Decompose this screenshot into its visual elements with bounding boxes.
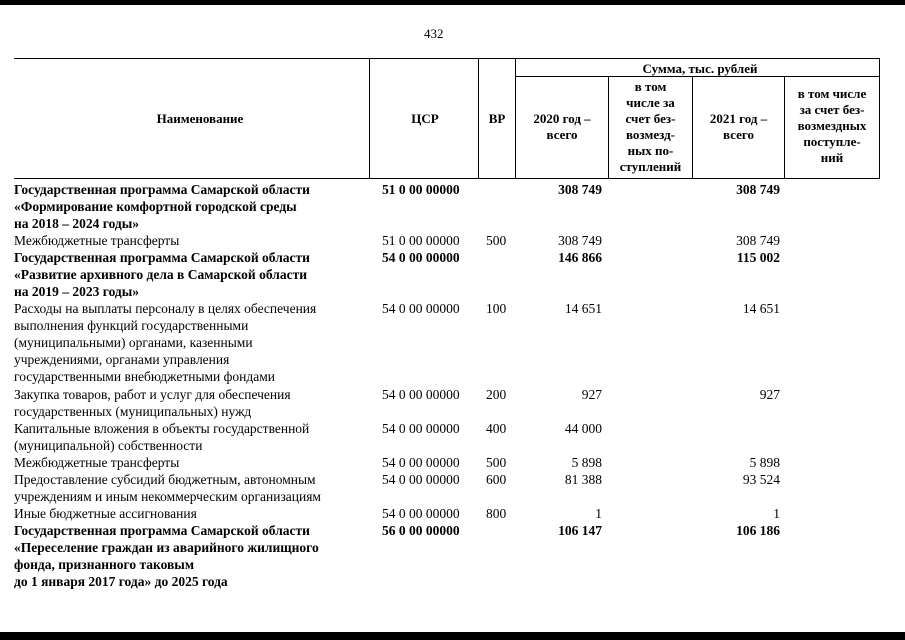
row-2020: 146 866 — [558, 250, 602, 265]
row-2021: 106 186 — [736, 523, 780, 538]
row-name: Межбюджетные трансферты — [14, 233, 180, 248]
col-divider — [784, 76, 785, 179]
row-2020: 106 147 — [558, 523, 602, 538]
row-2021: 308 749 — [736, 182, 780, 197]
row-name: Государственная программа Самарской области «Формирование комфортной городской среды на 2018 – 2024 годы» — [14, 182, 310, 231]
row-2020: 927 — [581, 387, 602, 402]
row-2020: 81 388 — [564, 472, 602, 487]
row-2020: 44 000 — [564, 421, 602, 436]
row-name: Капитальные вложения в объекты государственной (муниципальной) собственности — [14, 421, 310, 453]
row-name: Предоставление субсидий бюджетным, автономным учреждениям и иным некоммерческим организациям — [14, 472, 321, 504]
row-2021: 927 — [759, 387, 780, 402]
row-2021: 14 651 — [742, 301, 780, 316]
row-vr: 800 — [486, 506, 507, 521]
row-name: Межбюджетные трансферты — [14, 455, 180, 470]
row-2020: 5 898 — [571, 455, 602, 470]
header-bottom-line — [14, 178, 880, 179]
header-2020-grants: в том числе за счет без- возмезд- ных по- ступлений — [619, 79, 682, 174]
row-2020: 14 651 — [564, 301, 602, 316]
row-csr: 54 0 00 00000 — [382, 455, 460, 470]
col-divider — [879, 58, 880, 179]
col-divider — [608, 76, 609, 179]
header-2021-grants: в том числе за счет без- возмездных поступле- ний — [797, 86, 867, 165]
row-2021: 93 524 — [742, 472, 780, 487]
row-vr: 400 — [486, 421, 507, 436]
row-csr: 54 0 00 00000 — [382, 506, 460, 521]
row-csr: 54 0 00 00000 — [382, 472, 460, 487]
row-2020: 1 — [595, 506, 602, 521]
top-border — [0, 0, 905, 5]
row-2021: 308 749 — [736, 233, 780, 248]
header-2021-total: 2021 год – всего — [709, 111, 768, 142]
row-2021: 115 002 — [736, 250, 780, 265]
row-csr: 54 0 00 00000 — [382, 250, 460, 265]
header-csr: ЦСР — [411, 111, 439, 126]
header-top-line — [14, 58, 880, 59]
row-name: Иные бюджетные ассигнования — [14, 506, 197, 521]
header-vr: ВР — [488, 111, 506, 126]
row-vr: 500 — [486, 455, 507, 470]
row-vr: 200 — [486, 387, 507, 402]
col-divider — [478, 58, 479, 179]
bottom-border — [0, 632, 905, 640]
header-name: Наименование — [156, 111, 244, 126]
row-name: Государственная программа Самарской области «Переселение граждан из аварийного жилищного фонда, признанного таковым до 1 января 2017 года» до 2025 года — [14, 523, 319, 589]
row-csr: 56 0 00 00000 — [382, 523, 460, 538]
row-csr: 54 0 00 00000 — [382, 387, 460, 402]
row-2021: 5 898 — [749, 455, 780, 470]
header-2020-total: 2020 год – всего — [533, 111, 591, 142]
row-vr: 600 — [486, 472, 507, 487]
page-number: 432 — [424, 26, 444, 41]
row-2021: 1 — [773, 506, 780, 521]
row-2020: 308 749 — [558, 233, 602, 248]
row-csr: 51 0 00 00000 — [382, 233, 460, 248]
col-divider — [515, 58, 516, 179]
col-divider — [369, 58, 370, 179]
row-name: Закупка товаров, работ и услуг для обеспечения государственных (муниципальных) нужд — [14, 387, 291, 419]
row-name: Расходы на выплаты персоналу в целях обеспечения выполнения функций государственными (муниципальными) органами, казенными учреждениями, органами управления государственными внебюджетными фондами — [14, 301, 317, 384]
col-divider — [692, 76, 693, 179]
row-csr: 54 0 00 00000 — [382, 301, 460, 316]
row-2020: 308 749 — [558, 182, 602, 197]
row-csr: 54 0 00 00000 — [382, 421, 460, 436]
header-sum: Сумма, тыс. рублей — [642, 61, 758, 76]
row-csr: 51 0 00 00000 — [382, 182, 460, 197]
row-vr: 100 — [486, 301, 507, 316]
row-name: Государственная программа Самарской области «Развитие архивного дела в Самарской области на 2019 – 2023 годы» — [14, 250, 310, 299]
row-vr: 500 — [486, 233, 507, 248]
